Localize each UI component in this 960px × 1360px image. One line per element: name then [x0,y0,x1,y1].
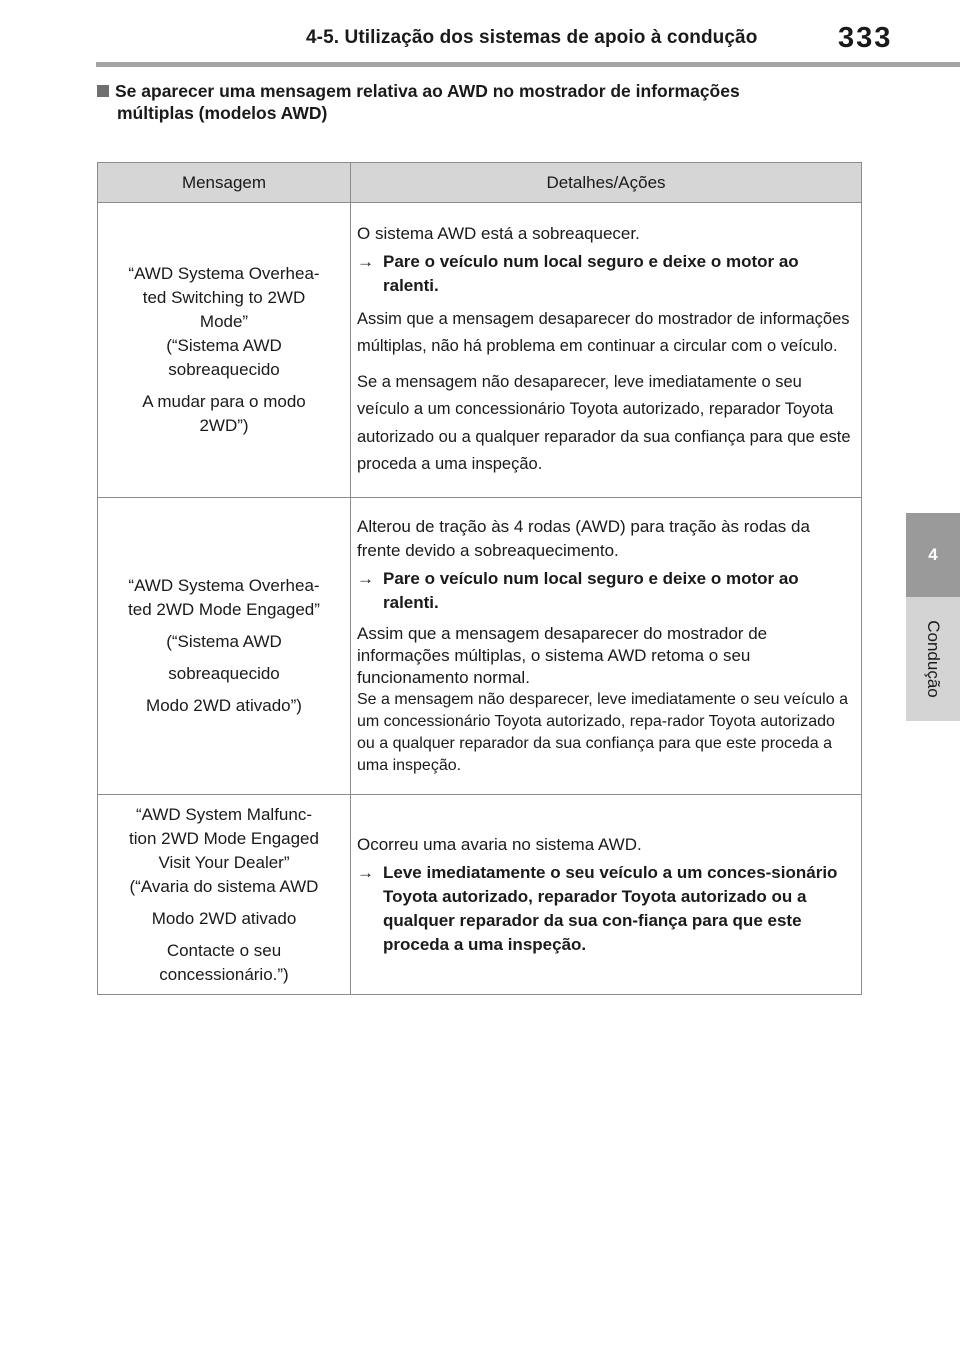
action-text: Leve imediatamente o seu veículo a um conces-sionário Toyota autorizado, reparador Toyota autorizado ou a qualquer reparador da sua con-fiança para que este proceda a uma inspeção. [383,862,838,954]
chapter-tab-number: 4 [906,513,960,597]
details-note: Assim que a mensagem desaparecer do mostrador de informações múltiplas, não há problema em continuar a circular com o veículo. [357,309,850,355]
details-action [357,250,855,298]
message-line: “AWD Systema Overhea- [128,264,320,283]
details-cell [351,498,862,795]
table-header-row [98,163,862,203]
message-line: 2WD”) [199,416,249,435]
arrow-right-icon: → [357,862,374,882]
details-note: Assim que a mensagem desaparecer do mostrador de informações múltiplas, o sistema AWD retoma o seu funcionamento normal. [357,624,768,687]
message-line: sobreaquecido [168,360,280,379]
message-cell [98,795,351,995]
details-action [357,567,855,615]
arrow-right-icon: → [357,569,374,588]
message-line: A mudar para o modo [142,392,306,411]
message-line: Visit Your Dealer” [158,852,290,872]
page-number: 333 [838,22,893,54]
message-line: sobreaquecido [168,664,280,683]
details-intro: Alterou de tração às 4 rodas (AWD) para tração às rodas da frente devido a sobreaquecimento. [357,517,810,560]
message-cell [98,203,351,498]
message-line: “AWD System Malfunc- [135,804,312,824]
message-line: ted 2WD Mode Engaged” [128,600,320,619]
arrow-right-icon: → [357,251,374,271]
message-line: Contacte o seu [166,940,282,960]
action-text: Pare o veículo num local seguro e deixe o motor ao ralenti. [383,569,799,612]
action-text: Pare o veículo num local seguro e deixe o motor ao ralenti. [383,251,799,295]
details-cell [351,795,862,995]
message-line: Modo 2WD ativado”) [146,696,302,715]
message-line: tion 2WD Mode Engaged [129,828,319,848]
column-header-message: Mensagem [98,163,351,203]
chapter-title: 4-5. Utilização dos sistemas de apoio à condução [306,27,758,48]
message-line: “AWD Systema Overhea- [128,576,320,595]
section-heading-line2: múltiplas (modelos AWD) [117,103,328,123]
details-note: Se a mensagem não desparecer, leve imediatamente o seu veículo a um concessionário Toyota autorizado, repa-rador Toyota autorizado ou a qualquer reparador da sua confiança para que este proceda a uma inspeção. [357,691,848,774]
awd-message-table [97,162,862,995]
details-intro: O sistema AWD está a sobreaquecer. [357,223,640,243]
details-cell [351,203,862,498]
chapter-tab-label-text: Condução [924,620,943,698]
chapter-tab-label [906,597,960,721]
message-cell [98,498,351,795]
message-line: Mode” [199,312,249,331]
message-line: (“Sistema AWD [166,336,282,355]
message-line: Modo 2WD ativado [151,908,297,928]
message-line: ted Switching to 2WD [142,288,306,307]
message-line: concessionário.”) [159,964,289,984]
section-heading [97,80,867,124]
header-divider [96,62,960,67]
details-intro: Ocorreu uma avaria no sistema AWD. [357,834,642,854]
table-row [98,498,862,795]
section-heading-line1: Se aparecer uma mensagem relativa ao AWD no mostrador de informações [115,81,740,101]
column-header-details: Detalhes/Ações [351,163,862,203]
message-line: (“Avaria do sistema AWD [129,876,319,896]
square-bullet-icon [97,85,109,97]
details-action [357,861,855,957]
message-line: (“Sistema AWD [166,632,282,651]
table-row [98,203,862,498]
details-note: Se a mensagem não desaparecer, leve imediatamente o seu veículo a um concessionário Toyota autorizado, reparador Toyota autorizado ou a qualquer reparador da sua confiança para que este proceda a uma inspeção. [357,372,851,473]
table-row [98,795,862,995]
